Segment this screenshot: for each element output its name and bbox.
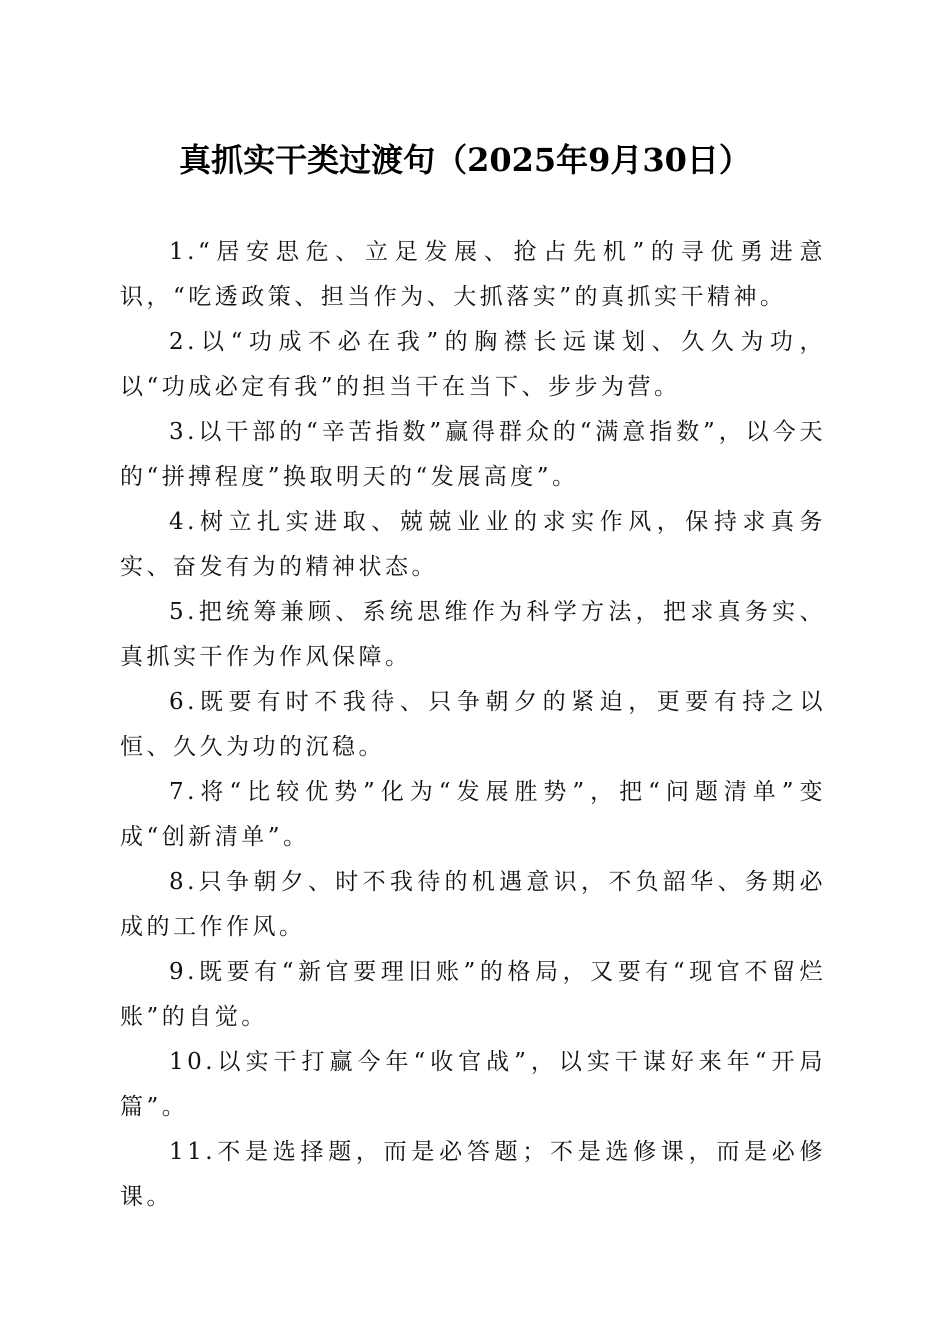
document-body [120,230,826,1220]
paragraph-7: 7.将“比较优势”化为“发展胜势”，把“问题清单”变成“创新清单”。 [120,779,826,850]
paragraph-11: 11.不是选择题，而是必答题；不是选修课，而是必修课。 [120,1139,826,1210]
paragraph-8: 8.只争朝夕、时不我待的机遇意识，不负韶华、务期必成的工作作风。 [120,869,826,940]
paragraph-9: 9.既要有“新官要理旧账”的格局，又要有“现官不留烂账”的自觉。 [120,959,826,1030]
paragraph-1: 1.“居安思危、立足发展、抢占先机”的寻优勇进意识，“吃透政策、担当作为、大抓落实”的真抓实干精神。 [120,239,826,310]
paragraph-2: 2.以“功成不必在我”的胸襟长远谋划、久久为功，以“功成必定有我”的担当干在当下、步步为营。 [120,329,826,400]
paragraph-10: 10.以实干打赢今年“收官战”，以实干谋好来年“开局篇”。 [120,1049,826,1120]
paragraph-5: 5.把统筹兼顾、系统思维作为科学方法，把求真务实、真抓实干作为作风保障。 [120,599,826,670]
document-title: 真抓实干类过渡句（2025年9月30日） [179,141,751,179]
paragraph-4: 4.树立扎实进取、兢兢业业的求实作风，保持求真务实、奋发有为的精神状态。 [120,509,826,580]
paragraph-3: 3.以干部的“辛苦指数”赢得群众的“满意指数”，以今天的“拼搏程度”换取明天的“发展高度”。 [120,419,826,490]
paragraph-6: 6.既要有时不我待、只争朝夕的紧迫，更要有持之以恒、久久为功的沉稳。 [120,689,826,760]
